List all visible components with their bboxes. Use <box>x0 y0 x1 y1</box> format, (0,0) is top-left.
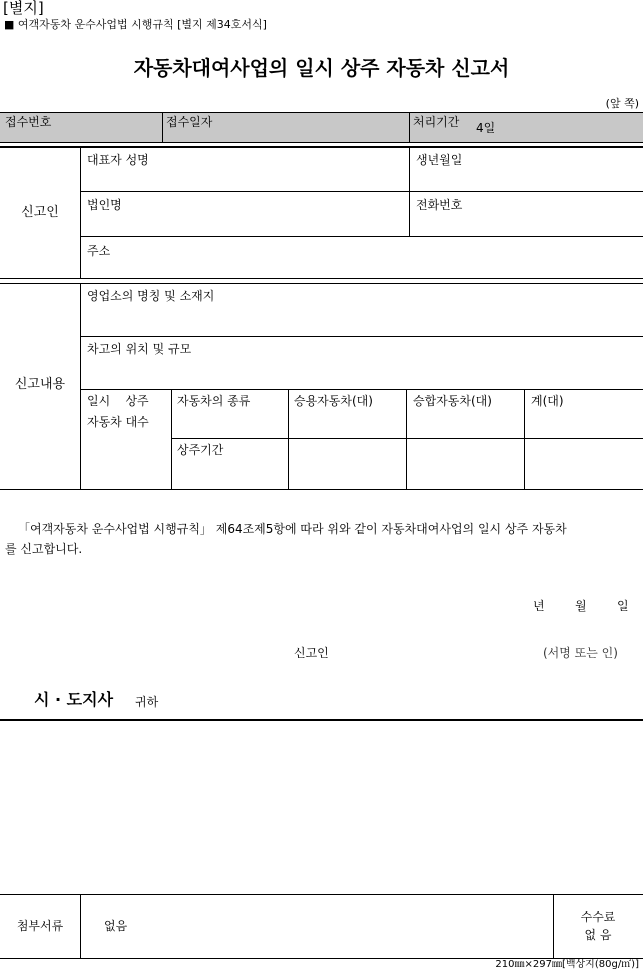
total-label: 계(대) <box>531 394 564 408</box>
date-month-label: 월 <box>575 599 587 613</box>
divider <box>171 438 643 439</box>
receipt-date-label: 접수일자 <box>166 115 213 129</box>
divider <box>80 283 81 489</box>
divider <box>162 112 163 142</box>
page-side-label: (앞 쪽) <box>605 97 639 110</box>
section-divider <box>0 146 643 148</box>
vehicle-count-label-line2: 자동차 대수 <box>87 415 149 429</box>
section-divider <box>0 278 643 279</box>
content-section-label: 신고내용 <box>14 377 66 392</box>
van-label: 승합자동차(대) <box>413 394 492 408</box>
representative-name-label: 대표자 성명 <box>87 153 149 167</box>
processing-band <box>0 112 643 142</box>
address-label: 주소 <box>87 244 111 258</box>
section-divider <box>0 489 643 490</box>
divider <box>0 112 643 113</box>
declaration-text-line1: 「여객자동차 운수사업법 시행규칙」 제64조제5항에 따라 위와 같이 자동차대여사업의 일시 상주 자동차 <box>18 522 567 536</box>
office-name-location-label: 영업소의 명칭 및 소재지 <box>87 289 215 303</box>
divider <box>80 147 81 278</box>
recipient-label: 시 · 도지사 <box>34 690 114 709</box>
divider <box>409 112 410 142</box>
divider <box>171 389 172 489</box>
stay-period-label: 상주기간 <box>177 443 224 457</box>
phone-number-label: 전화번호 <box>416 198 463 212</box>
page-title: 자동차대여사업의 일시 상주 자동차 신고서 <box>133 56 510 80</box>
divider <box>80 389 643 390</box>
fee-value: 없 음 <box>584 928 612 942</box>
honorific-label: 귀하 <box>135 695 159 709</box>
divider <box>80 336 643 337</box>
signature-note: (서명 또는 인) <box>543 646 618 660</box>
section-divider <box>0 283 643 284</box>
divider <box>80 236 643 237</box>
birth-date-label: 생년월일 <box>416 153 463 167</box>
divider <box>553 894 554 958</box>
divider <box>0 142 643 143</box>
applicant-section-label: 신고인 <box>21 205 59 220</box>
processing-period-label: 처리기간 <box>413 115 460 129</box>
vehicle-type-label: 자동차의 종류 <box>177 394 251 408</box>
divider <box>406 389 407 489</box>
fee-label: 수수료 <box>580 910 616 924</box>
vehicle-count-label-line1: 일시 상주 <box>87 394 149 408</box>
garage-location-size-label: 차고의 위치 및 규모 <box>87 342 192 356</box>
attachments-label: 첨부서류 <box>16 919 64 933</box>
date-year-label: 년 <box>533 599 545 613</box>
receipt-number-label: 접수번호 <box>5 115 52 129</box>
processing-period-value: 4일 <box>476 121 496 135</box>
attachments-value: 없음 <box>104 919 128 933</box>
divider <box>80 894 81 958</box>
divider <box>80 191 643 192</box>
passenger-car-label: 승용자동차(대) <box>294 394 373 408</box>
signer-label: 신고인 <box>294 646 329 660</box>
date-day-label: 일 <box>617 599 629 613</box>
divider <box>524 389 525 489</box>
divider <box>288 389 289 489</box>
declaration-text-line2: 를 신고합니다. <box>5 542 83 556</box>
corporation-name-label: 법인명 <box>87 198 122 212</box>
form-reference: ■ 여객자동차 운수사업법 시행규칙 [별지 제34호서식] <box>4 18 267 31</box>
paper-spec: 210㎜×297㎜[백상지(80g/㎡)] <box>495 959 639 970</box>
annex-label: [별지] <box>3 0 44 17</box>
section-divider <box>0 719 643 721</box>
divider <box>0 894 643 895</box>
